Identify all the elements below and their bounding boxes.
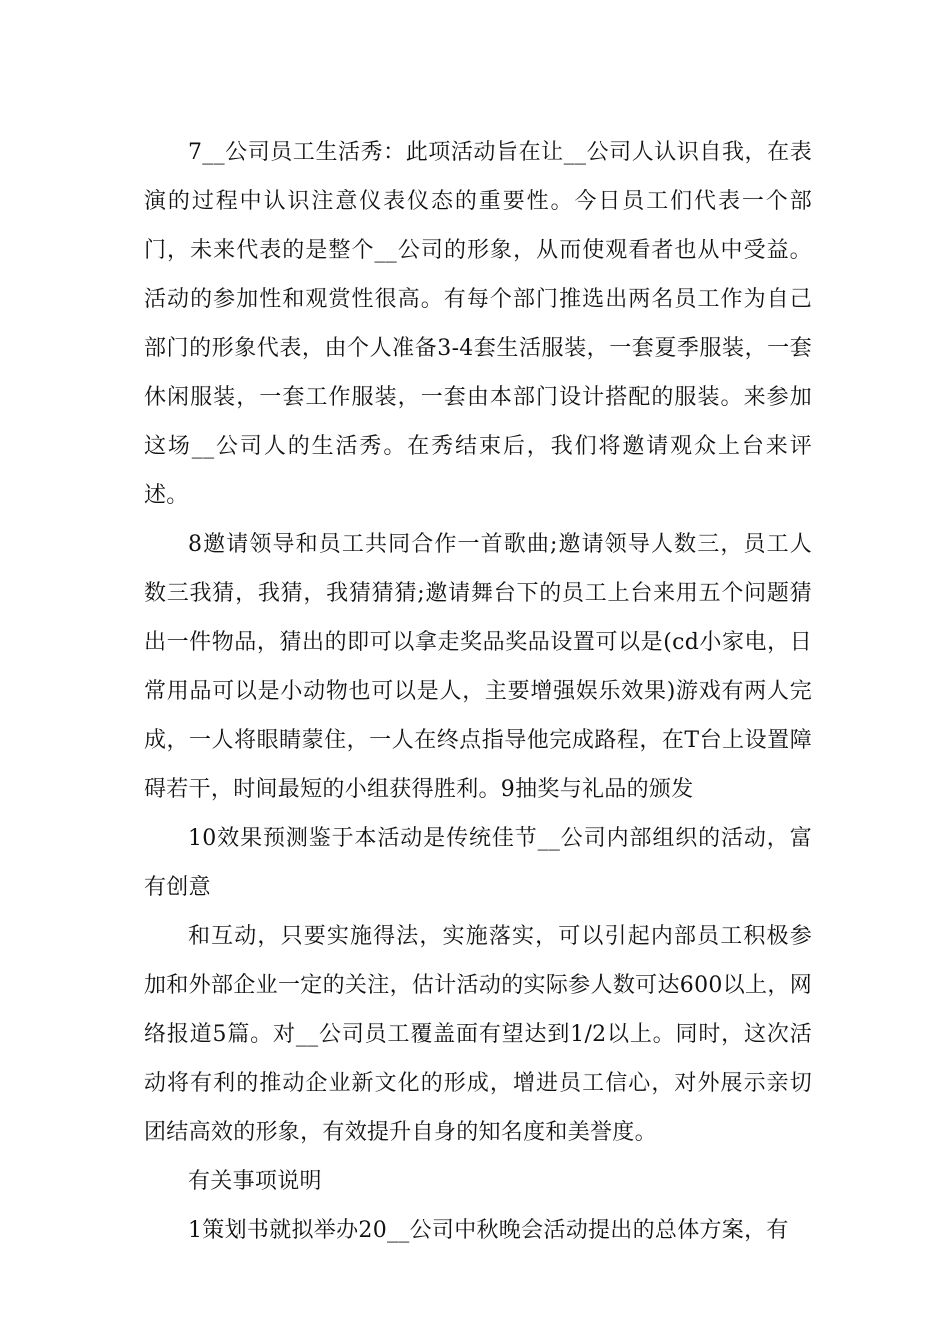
paragraph-effect-prediction: 10效果预测鉴于本活动是传统佳节__公司内部组织的活动，富有创意 — [144, 826, 812, 900]
paragraph-plan-summary: 1策划书就拟举办20__公司中秋晚会活动提出的总体方案，有 — [188, 1218, 789, 1243]
paragraph-sing-and-guess-game: 8邀请领导和员工共同合作一首歌曲;邀请领导人数三，员工人数三我猜，我猜，我猜猜猜;邀请舞台下的员工上台来用五个问题猜出一件物品，猜出的即可以拿走奖品奖品设置可以是(cd小家电，日常用品可以是小动物也可以是人，主要增强娱乐效果)游戏有两人完成，一人将眼睛蒙住，一人在终点指导他完成路程，在T台上设置障碍若干，时间最短的小组获得胜利。9抽奖与礼品的颁发 — [144, 532, 812, 802]
paragraph-staff-life-show: 7__公司员工生活秀：此项活动旨在让__公司人认识自我，在表演的过程中认识注意仪表仪态的重要性。今日员工们代表一个部门，未来代表的是整个__公司的形象，从而使观看者也从中受益。活动的参加性和观赏性很高。有每个部门推选出两名员工作为自己部门的形象代表，由个人准备3-4套生活服装，一套夏季服装，一套休闲服装，一套工作服装，一套由本部门设计搭配的服装。来参加这场__公司人的生活秀。在秀结束后，我们将邀请观众上台来评述。 — [144, 140, 812, 508]
paragraph-interaction-expectations: 和互动，只要实施得法，实施落实，可以引起内部员工积极参加和外部企业一定的关注，估计活动的实际参人数可达600以上，网络报道5篇。对__公司员工覆盖面有望达到1/2以上。同时，这次活动将有利的推动企业新文化的形成，增进员工信心，对外展示亲切团结高效的形象，有效提升自身的知名度和美誉度。 — [144, 924, 812, 1145]
document-body — [144, 128, 812, 1255]
paragraph-related-notes-heading: 有关事项说明 — [188, 1169, 322, 1194]
